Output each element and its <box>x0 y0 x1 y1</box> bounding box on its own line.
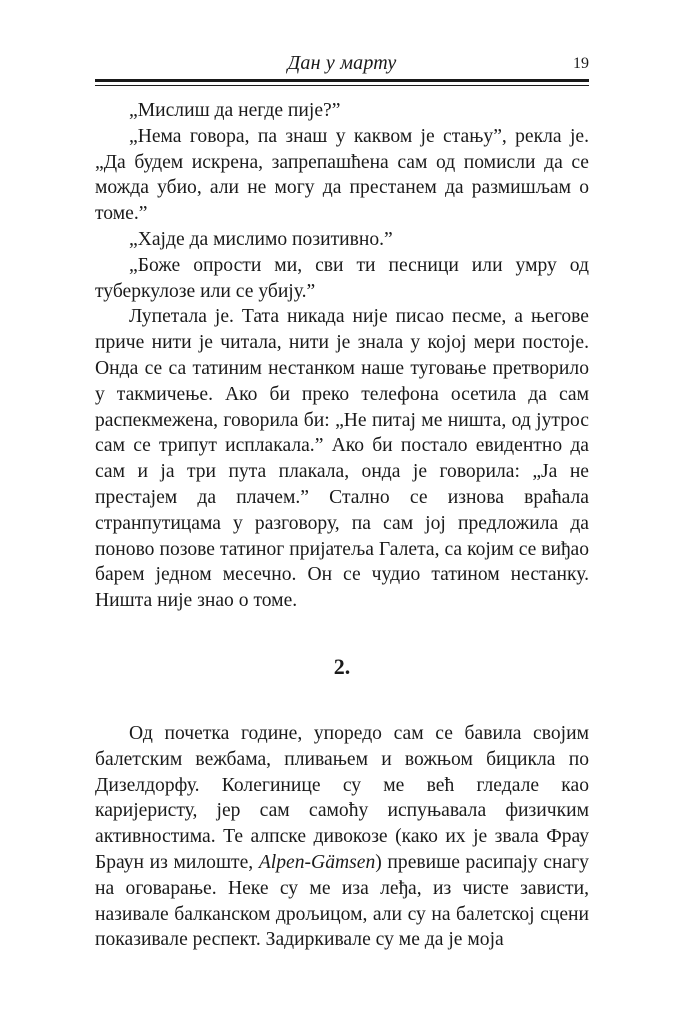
paragraph-text-before-italic: Од почетка године, упоредо сам се бавила својим балетским вежбама, пливањем и вожњом бицикла по Дизелдорфу. Колегинице су ме већ гледале као каријеристу, јер сам самоћу испуњавала физичким активностима. Те алпске дивокозе (како их је звала Фрау Браун из милоште, <box>95 722 589 873</box>
paragraph: „Мислиш да негде пије?” <box>129 100 341 121</box>
section-paragraph <box>95 721 589 953</box>
paragraph: „Нема говора, па знаш у каквом је стању”, рекла је. „Да будем искрена, запрепашћена сам од помисли да се можда убио, али не могу да престанем да размишљам о томе.” <box>95 125 589 225</box>
section-heading: 2. <box>333 653 351 679</box>
running-header <box>95 48 589 78</box>
paragraph-text-after-italic: ) превише расипају снагу на оговарање. Неке су ме иза леђа, из чисте зависти, називале балканском дрољицом, али су на балетској сцени показивале респект. Задиркивале су ме да је моја <box>95 851 589 951</box>
page-number: 19 <box>573 55 589 72</box>
paragraph: „Боже опрости ми, сви ти песници или умру од туберкулозе или се убију.” <box>95 254 589 302</box>
page-body <box>95 98 589 953</box>
paragraph: „Хајде да мислимо позитивно.” <box>129 228 393 250</box>
header-rule-thick <box>95 79 589 82</box>
paragraph: Лупетала је. Тата никада није писао песме, а његове приче нити је читала, нити је знала у којој мери постоје. Онда се са татиним нестанком наше туговање претворило у такмичење. Ако би преко телефона осетила да сам распекмежена, говорила би: „Не питај ме ништа, од јутрос сам се трипут исплакала.” Ако би постало евидентно да сам и ја три пута плакала, онда је говорила: „Ја не престајем да плачем.” Стално се изнова враћала странпутицама у разговору, па сам јој предложила да поново позове татиног пријатеља Галета, са којим се виђао барем једном месечно. Он се чудио татином нестанку. Ништа није знао о томе. <box>95 306 589 612</box>
italic-term: Alpen-Gämsen <box>258 851 376 873</box>
running-title: Дан у марту <box>287 52 397 74</box>
header-rule-thin <box>95 85 589 86</box>
